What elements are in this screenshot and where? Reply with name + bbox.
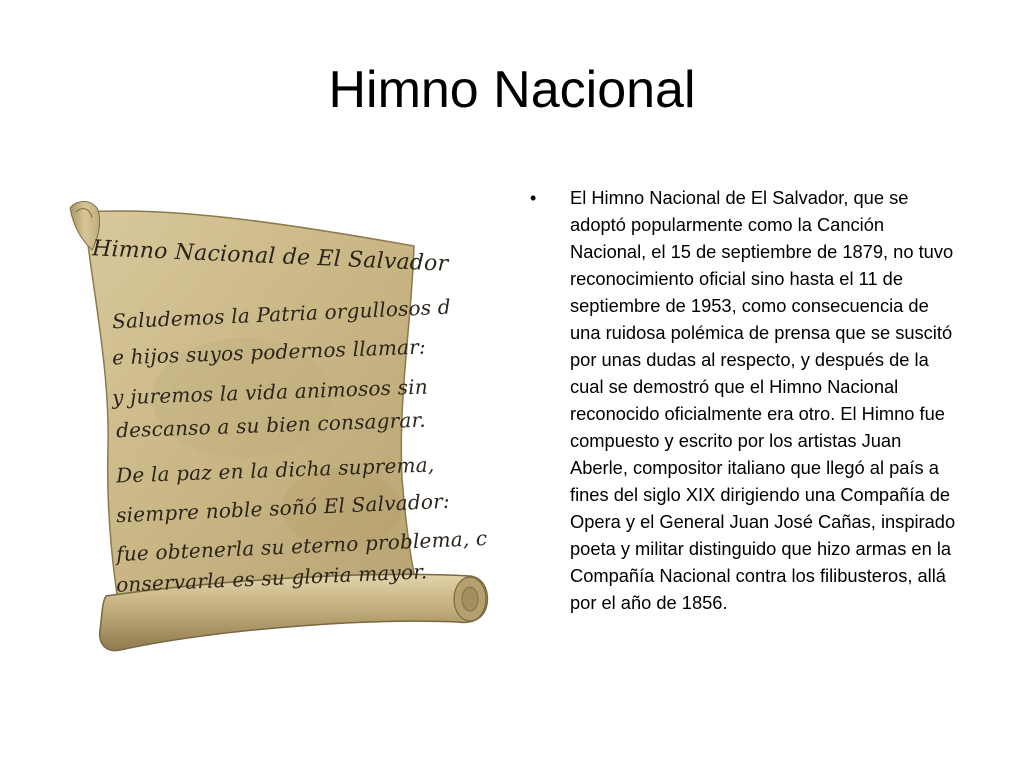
- bullet-paragraph: El Himno Nacional de El Salvador, que se adoptó popularmente como la Canción Nacional, el 15 de septiembre de 1879, no tuvo reconocimiento oficial sino hasta el 11 de septiembre de 1953, como consecuencia de una ruidosa polémica de prensa que se suscitó por unas dudas al respecto, y después de la cual se demostró que el Himno Nacional reconocido oficialmente era otro. El Himno fue compuesto y escrito por los artistas Juan Aberle, compositor italiano que llegó al país a fines del siglo XIX dirigiendo una Compañía de Opera y el General Juan José Cañas, inspirado poeta y militar distinguido que hizo armas en la Compañía Nacional contra los filibusteros, allá por el año de 1856.: [570, 187, 956, 613]
- scroll-lyric-line: Saludemos la Patria orgullosos d: [111, 294, 452, 334]
- scroll-lyric-line: fue obtenerla su eterno problema, c: [115, 525, 488, 567]
- scroll-lyric-line: De la paz en la dicha suprema,: [115, 452, 435, 488]
- scroll-lyric-line: siempre noble soñó El Salvador:: [115, 488, 451, 528]
- scroll-lyric-line: onservarla es su gloria mayor.: [115, 559, 428, 597]
- bullet-marker: •: [530, 188, 537, 208]
- scroll-lyric-line: e hijos suyos podernos llamar:: [111, 334, 427, 370]
- scroll-lyric-line: y juremos la vida animosos sin: [111, 374, 429, 410]
- scroll-lyric-line: descanso a su bien consagrar.: [115, 407, 427, 443]
- scroll-lyrics: [62, 198, 492, 668]
- slide-title: Himno Nacional: [328, 61, 696, 119]
- scroll-heading: Himno Nacional de El Salvador: [91, 236, 449, 277]
- scroll-image: [62, 198, 492, 668]
- bullet-list: [530, 184, 960, 616]
